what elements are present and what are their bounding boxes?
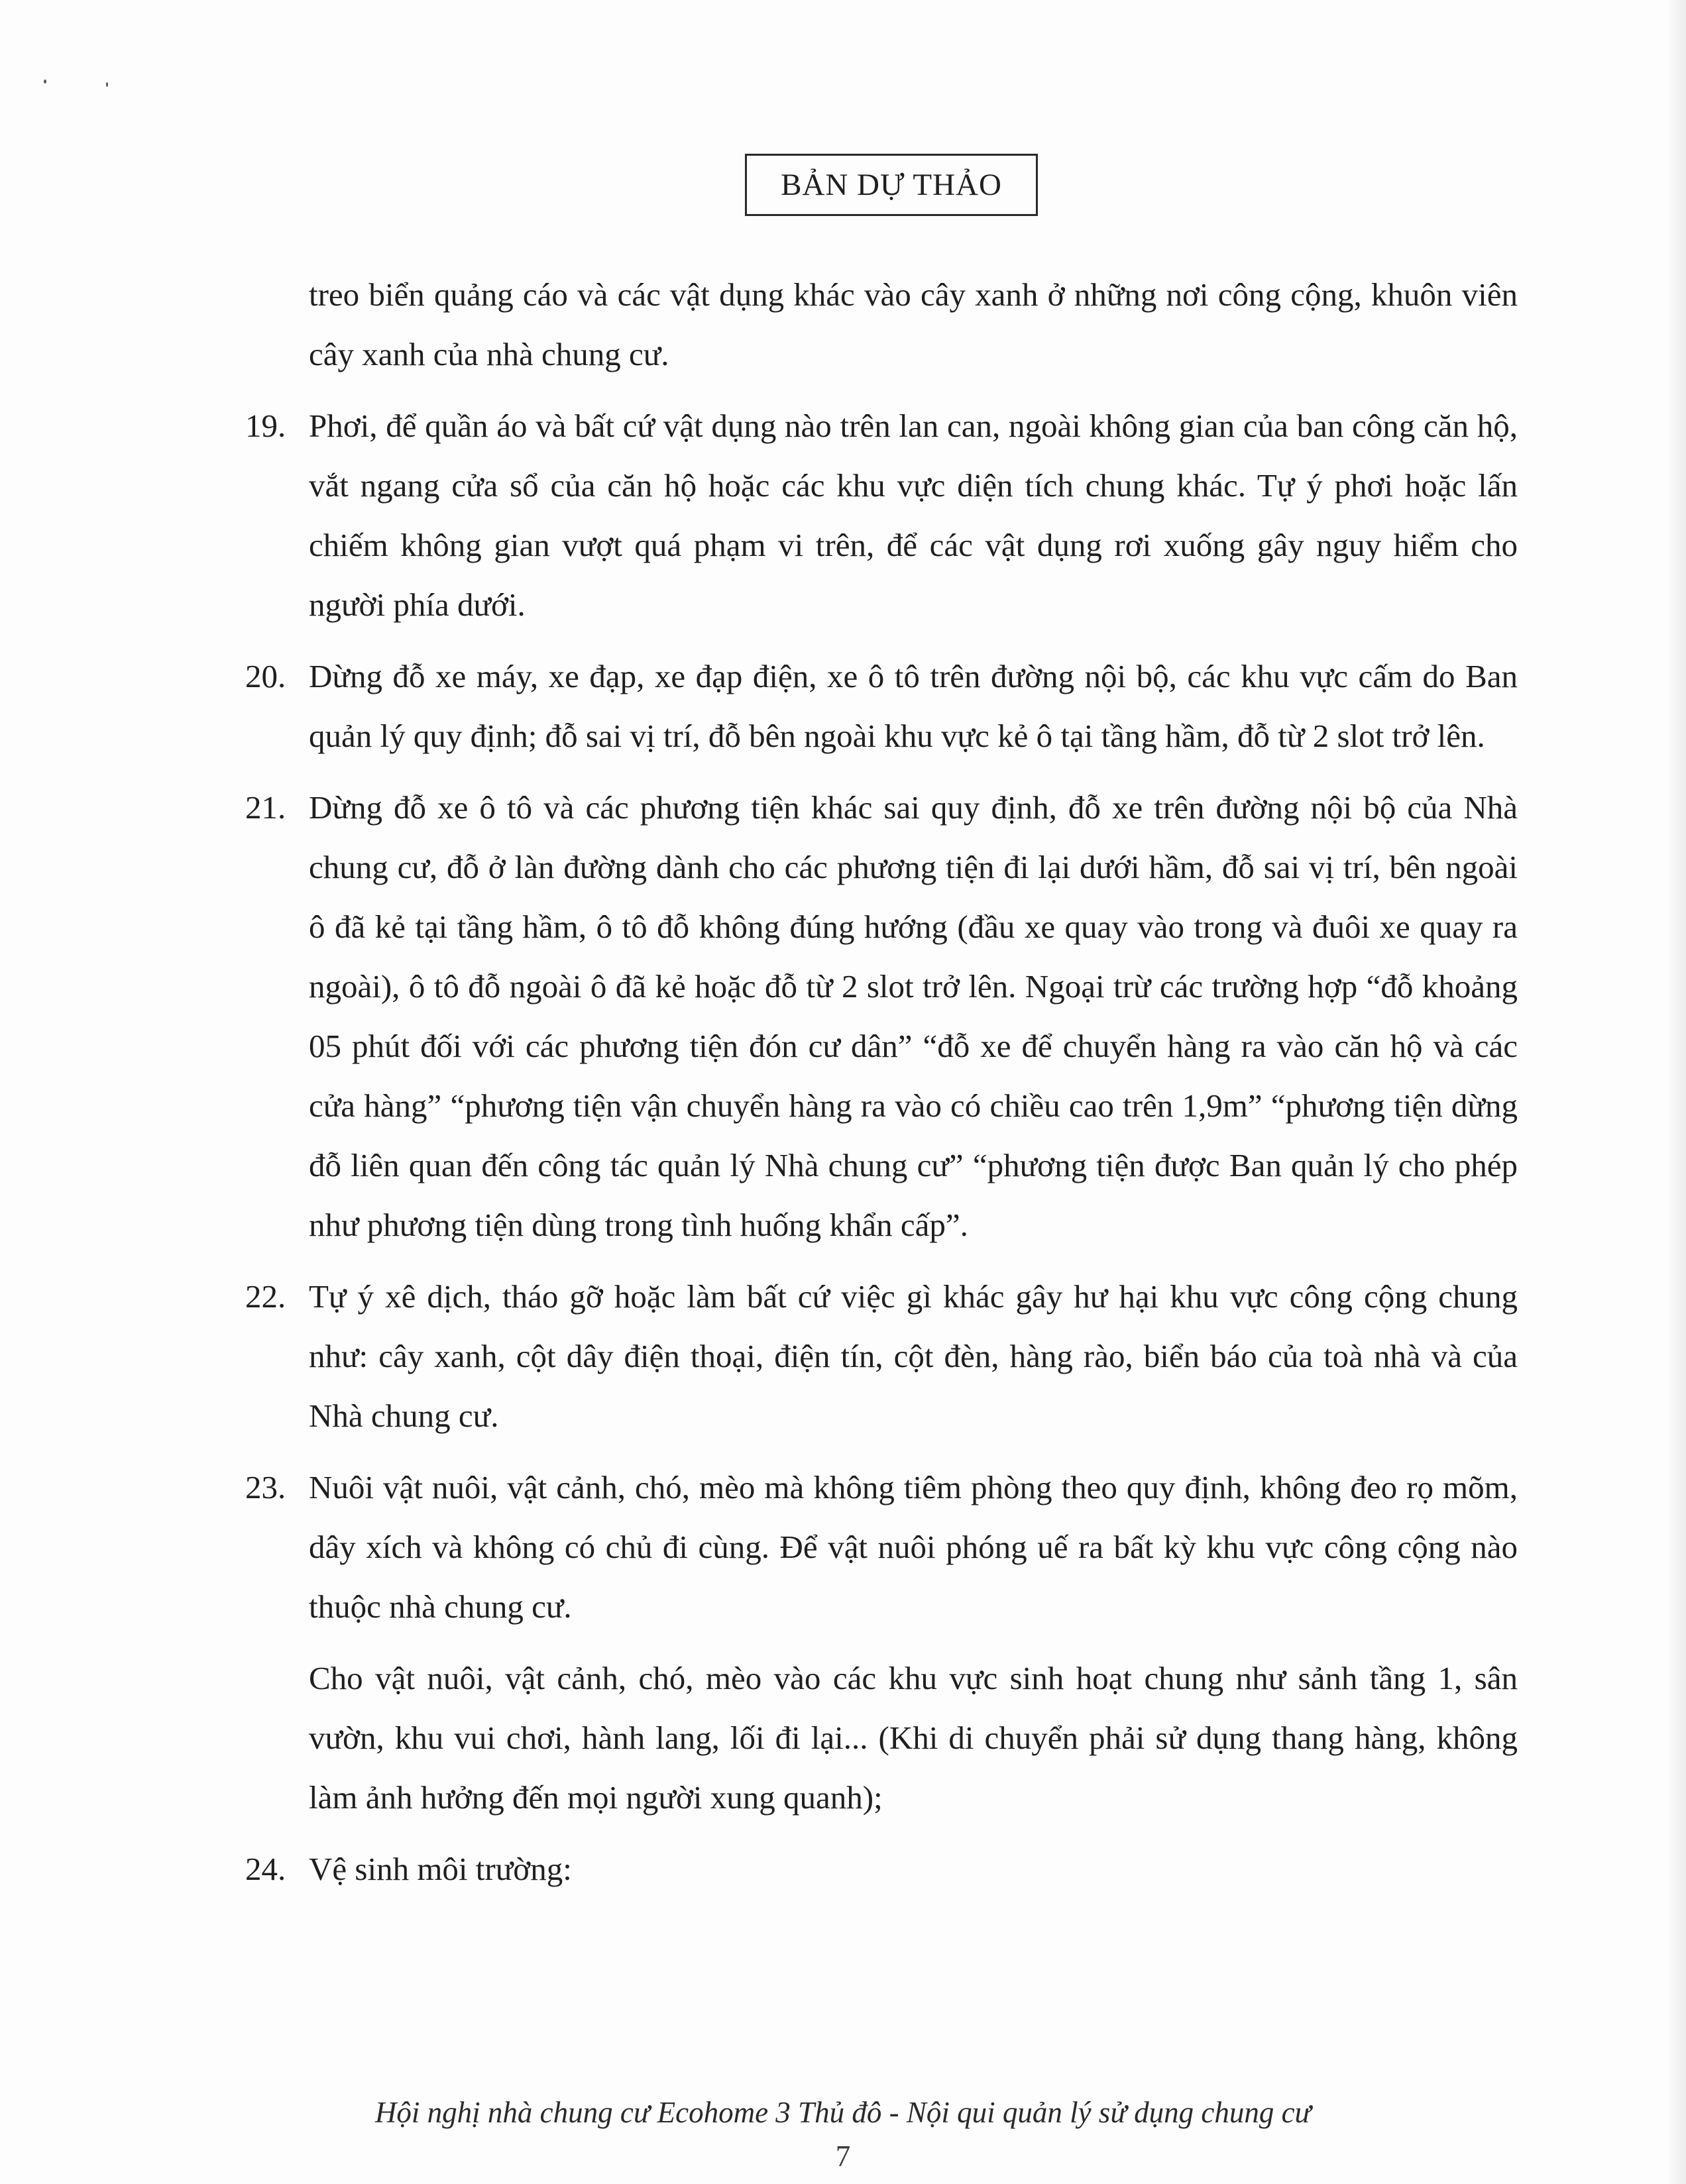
item-number: 19. [245,408,286,444]
draft-label: BẢN DỰ THẢO [781,168,1002,202]
item-number: 22. [245,1278,286,1315]
list-item-20 [245,647,1518,766]
draft-label-box [745,154,1038,216]
item-text: Phơi, để quần áo và bất cứ vật dụng nào trên lan can, ngoài không gian của ban công căn hộ, vắt ngang cửa sổ của căn hộ hoặc các khu vực diện tích chung khác. Tự ý phơi hoặc lấn chiếm không gian vượt quá phạm vi trên, để các vật dụng rơi xuống gây nguy hiểm cho người phía dưới. [309,408,1518,623]
document-body [245,265,1518,1899]
list-item-22 [245,1267,1518,1446]
scan-speck [44,80,46,83]
list-item-21 [245,778,1518,1255]
list-item-23 [245,1458,1518,1637]
list-item-19 [245,396,1518,635]
continuation-paragraph: treo biển quảng cáo và các vật dụng khác vào cây xanh ở những nơi công cộng, khuôn viên cây xanh của nhà chung cư. [309,276,1518,372]
page-number: 7 [835,2140,851,2173]
item-number: 23. [245,1469,286,1505]
item-text: Nuôi vật nuôi, vật cảnh, chó, mèo mà không tiêm phòng theo quy định, không đeo rọ mõm, dây xích và không có chủ đi cùng. Để vật nuôi phóng uế ra bất kỳ khu vực công cộng nào thuộc nhà chung cư. [309,1469,1518,1625]
item-number: 24. [245,1851,286,1887]
item-text: Tự ý xê dịch, tháo gỡ hoặc làm bất cứ việc gì khác gây hư hại khu vực công cộng chung như: cây xanh, cột dây điện thoại, điện tín, cột đèn, hàng rào, biển báo của toà nhà và của Nhà chung cư. [309,1278,1518,1434]
item-number: 21. [245,789,286,826]
item-text: Dừng đỗ xe máy, xe đạp, xe đạp điện, xe ô tô trên đường nội bộ, các khu vực cấm do Ban quản lý quy định; đỗ sai vị trí, đỗ bên ngoài khu vực kẻ ô tại tầng hầm, đỗ từ 2 slot trở lên. [309,658,1518,754]
page-footer: Hội nghị nhà chung cư Ecohome 3 Thủ đô - Nội qui quản lý sử dụng chung cư [374,2096,1312,2129]
item-number: 20. [245,658,286,694]
item-23-extra-paragraph: Cho vật nuôi, vật cảnh, chó, mèo vào các khu vực sinh hoạt chung như sảnh tầng 1, sân vườn, khu vui chơi, hành lang, lối đi lại... (Khi di chuyển phải sử dụng thang hàng, không làm ảnh hưởng đến mọi người xung quanh); [309,1660,1518,1816]
item-text: Dừng đỗ xe ô tô và các phương tiện khác sai quy định, đỗ xe trên đường nội bộ của Nhà chung cư, đỗ ở làn đường dành cho các phương tiện đi lại dưới hầm, đỗ sai vị trí, bên ngoài ô đã kẻ tại tầng hầm, ô tô đỗ không đúng hướng (đầu xe quay vào trong và đuôi xe quay ra ngoài), ô tô đỗ ngoài ô đã kẻ hoặc đỗ từ 2 slot trở lên. Ngoại trừ các trường hợp “đỗ khoảng 05 phút đối với các phương tiện đón cư dân” “đỗ xe để chuyển hàng ra vào căn hộ và các cửa hàng” “phương tiện vận chuyển hàng ra vào có chiều cao trên 1,9m” “phương tiện dừng đỗ liên quan đến công tác quản lý Nhà chung cư” “phương tiện được Ban quản lý cho phép như phương tiện dùng trong tình huống khẩn cấp”. [309,789,1518,1243]
list-item-24 [245,1839,1518,1899]
scan-speck [106,82,108,87]
scan-edge-shadow [1666,0,1686,2184]
item-text: Vệ sinh môi trường: [309,1851,572,1887]
